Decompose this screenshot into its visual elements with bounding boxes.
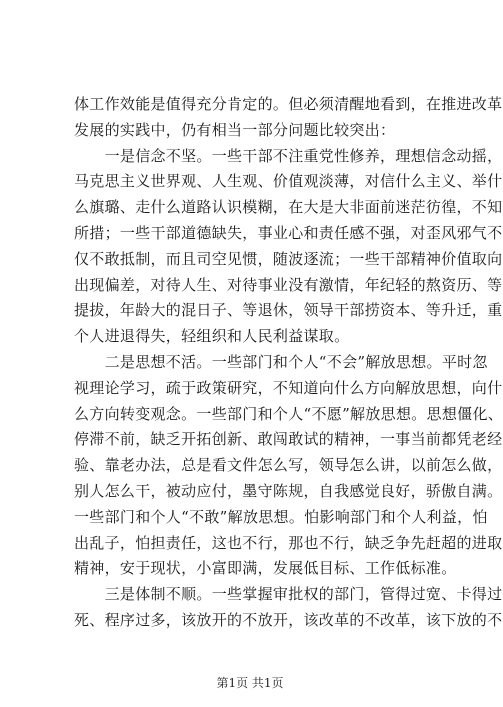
text-line: 体工作效能是值得充分肯定的。但必须清醒地看到，在推进改革 xyxy=(74,95,503,113)
text-line: 发展的实践中，仍有相当一部分问题比较突出： xyxy=(74,120,396,139)
text-line: 精神，安于现状，小富即满，发展低目标、工作低标准。 xyxy=(74,559,457,578)
text-line: 三是体制不顺。一些掌握审批权的部门，管得过宽、卡得过 xyxy=(74,585,503,604)
text-line: 验、靠老办法，总是看文件怎么写，领导怎么讲，以前怎么做， xyxy=(74,456,503,475)
text-line: 别人怎么干，被动应付，墨守陈规，自我感觉良好，骄傲自满。 xyxy=(74,481,503,500)
text-line: 个人进退得失，轻组织和人民利益谋取。 xyxy=(74,327,350,346)
text-line: 马克思主义世界观、人生观、价值观淡薄，对信什么主义、举什 xyxy=(74,172,503,191)
text-line: 所措；一些干部道德缺失，事业心和责任感不强，对歪风邪气不 xyxy=(74,223,503,242)
text-line: 二是思想不活。一些部门和个人“不会”解放思想。平时忽 xyxy=(74,352,488,371)
text-line: 么旗璐、走什么道路认识模糊，在大是大非面前迷茫彷徨，不知 xyxy=(74,198,503,217)
text-line: 一是信念不坚。一些干部不注重党性修养，理想信念动摇， xyxy=(74,146,503,165)
text-line: 死、程序过多，该放开的不放开，该改革的不改革，该下放的不 xyxy=(74,610,503,629)
body-text xyxy=(74,92,503,634)
text-line: 一些部门和个人“不敢”解放思想。怕影响部门和个人利益，怕 xyxy=(74,507,488,526)
text-line: 视理论学习，疏于政策研究，不知道向什么方向解放思想，向什 xyxy=(74,378,503,397)
text-line: 停滞不前，缺乏开拓创新、敢闯敢试的精神，一事当前都凭老经 xyxy=(74,430,503,449)
text-line: 出现偏差，对待人生、对待事业没有激情，年纪轻的熬资历、等 xyxy=(74,275,503,294)
text-line: 仅不敢抵制，而且司空见惯，随波逐流；一些干部精神价值取向 xyxy=(74,249,503,268)
page-number-footer: 第1页 共1页 xyxy=(216,676,284,690)
text-line: 么方向转变观念。一些部门和个人“不愿”解放思想。思想僵化、 xyxy=(74,404,503,423)
text-line: 提拔，年龄大的混日子、等退休，领导干部捞资本、等升迁，重 xyxy=(74,301,503,320)
text-line: 出乱子，怕担责任，这也不行，那也不行，缺乏争先赶超的进取 xyxy=(74,533,503,552)
